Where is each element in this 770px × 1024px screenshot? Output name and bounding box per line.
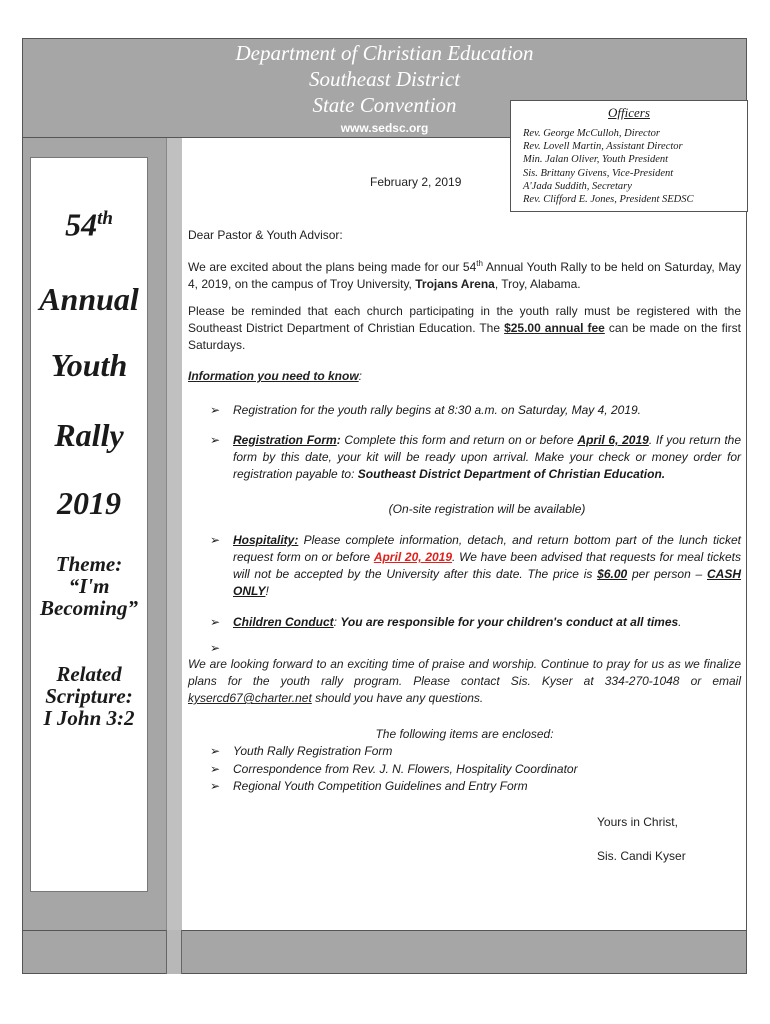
meal-price: $6.00	[597, 567, 628, 581]
bullet-arrow-icon: ➢	[210, 433, 221, 447]
enclosed-item: Regional Youth Competition Guidelines and Entry Form	[233, 779, 528, 793]
info-heading	[188, 368, 741, 385]
officers-title: Officers	[608, 105, 650, 120]
enclosed-heading: The following items are enclosed:	[375, 727, 554, 741]
bullet-arrow-icon: ➢	[210, 641, 221, 655]
intro-text: Annual Youth Rally to be held on Saturday, May 4, 2019, on the campus of Troy University,	[188, 260, 741, 291]
sidebar-theme-label: Theme:	[55, 552, 123, 576]
sidebar-strip	[166, 138, 182, 974]
paragraph-closing	[188, 656, 741, 707]
item-label: Hospitality:	[233, 533, 299, 547]
signoff: Yours in Christ,	[597, 815, 678, 829]
sidebar-word-rally: Rally	[54, 417, 124, 453]
sidebar-scripture-line3: I John 3:2	[43, 706, 135, 730]
officer-item: Rev. Clifford E. Jones, President SEDSC	[523, 194, 694, 206]
sidebar-year: 2019	[57, 485, 121, 521]
paragraph-intro	[188, 255, 741, 293]
sidebar-ordinal: th	[97, 208, 113, 229]
sidebar-word-annual: Annual	[39, 281, 139, 317]
item-text: :	[333, 615, 341, 629]
officer-item: Sis. Brittany Givens, Vice-President	[523, 167, 674, 179]
fee-text: can be made on the first Saturdays.	[188, 321, 742, 352]
intro-text: We are excited about the plans being made for our 54	[188, 260, 477, 274]
intro-text: , Troy, Alabama.	[494, 277, 581, 291]
item-label: Registration Form	[233, 433, 337, 447]
info-item-start-time: Registration for the youth rally begins at 8:30 a.m. on Saturday, May 4, 2019.	[233, 403, 642, 417]
item-text: . If you return the form by this date, your kit will be ready upon arrival. Make your check or money order for registration payable to:	[233, 433, 741, 481]
bullet-arrow-icon: ➢	[210, 615, 221, 629]
cash-only: CASH ONLY	[233, 567, 742, 598]
registration-deadline: April 6, 2019	[577, 433, 649, 447]
officer-item: Rev. George McCulloh, Director	[523, 128, 660, 139]
item-label-colon: :	[336, 433, 341, 447]
header-title-line2: Southeast District	[308, 67, 461, 91]
footer-band	[22, 930, 747, 974]
sidebar-word-youth: Youth	[50, 347, 128, 383]
bullet-arrow-icon: ➢	[210, 779, 221, 793]
officer-item: Rev. Lovell Martin, Assistant Director	[523, 141, 683, 153]
item-label: Children Conduct	[233, 615, 334, 629]
info-item-conduct	[233, 614, 741, 631]
enclosed-item: Correspondence from Rev. J. N. Flowers, Hospitality Coordinator	[233, 762, 578, 776]
venue-name: Trojans Arena	[415, 277, 495, 291]
footer-divider	[166, 930, 182, 974]
sidebar-anniversary	[30, 200, 148, 244]
officer-item: A'Jada Suddith, Secretary	[523, 180, 632, 192]
bullet-arrow-icon: ➢	[210, 533, 221, 547]
paragraph-registration-fee	[188, 303, 741, 354]
fee-text: Please be reminded that each church participating in the youth rally must be registered with the Southeast District Department of Christian Education. The	[188, 304, 741, 335]
letter-date: February 2, 2019	[370, 175, 462, 189]
bullet-arrow-icon: ➢	[210, 403, 221, 417]
sidebar-panel	[30, 157, 148, 892]
sidebar-number: 54	[65, 206, 98, 243]
header-title-line3: State Convention	[312, 93, 457, 117]
signature-name: Sis. Candi Kyser	[597, 849, 686, 863]
contact-email-link[interactable]: kysercd67@charter.net	[188, 691, 312, 705]
sidebar-theme-line1: “I'm	[68, 574, 110, 598]
info-heading-colon: :	[358, 369, 363, 383]
annual-fee: $25.00 annual fee	[504, 321, 605, 335]
item-text: .	[678, 615, 682, 629]
closing-text: should you have any questions.	[311, 691, 484, 705]
closing-text: We are looking forward to an exciting time of praise and worship. Continue to pray for us as we finalize plans for the youth rally program. Please contact Sis. Kyser at 334-270-1048 or email	[188, 657, 741, 688]
info-item-registration-form	[233, 432, 741, 483]
sidebar-scripture-line2: Scripture:	[45, 684, 133, 708]
intro-ordinal: th	[476, 259, 483, 268]
onsite-note: (On-site registration will be available)	[388, 502, 586, 516]
item-text: Complete this form and return on or before	[340, 433, 578, 447]
bullet-arrow-icon: ➢	[210, 744, 221, 758]
enclosed-item: Youth Rally Registration Form	[233, 744, 393, 758]
website-link[interactable]: www.sedsc.org	[340, 121, 429, 135]
info-item-hospitality	[233, 532, 741, 600]
item-text: !	[265, 584, 269, 598]
item-text: per person –	[627, 567, 707, 581]
item-text: . We have been advised that requests for meal tickets will not be accepted by the University after this date. The price is	[233, 550, 741, 581]
salutation: Dear Pastor & Youth Advisor:	[188, 228, 343, 242]
sidebar-theme-line2: Becoming”	[40, 596, 138, 620]
officer-item: Min. Jalan Oliver, Youth President	[523, 154, 669, 166]
header-title-line1: Department of Christian Education	[235, 41, 534, 65]
sidebar-scripture-line1: Related	[56, 662, 122, 686]
hospitality-deadline: April 20, 2019	[373, 550, 453, 564]
payee-name: Southeast District Department of Christian Education.	[357, 467, 666, 481]
info-heading-text: Information you need to know	[188, 369, 359, 383]
officers-box	[510, 100, 748, 212]
bullet-arrow-icon: ➢	[210, 762, 221, 776]
item-text: Please complete information, detach, and return bottom part of the lunch ticket request form on or before	[233, 533, 741, 564]
conduct-statement: You are responsible for your children's conduct at all times	[340, 615, 679, 629]
